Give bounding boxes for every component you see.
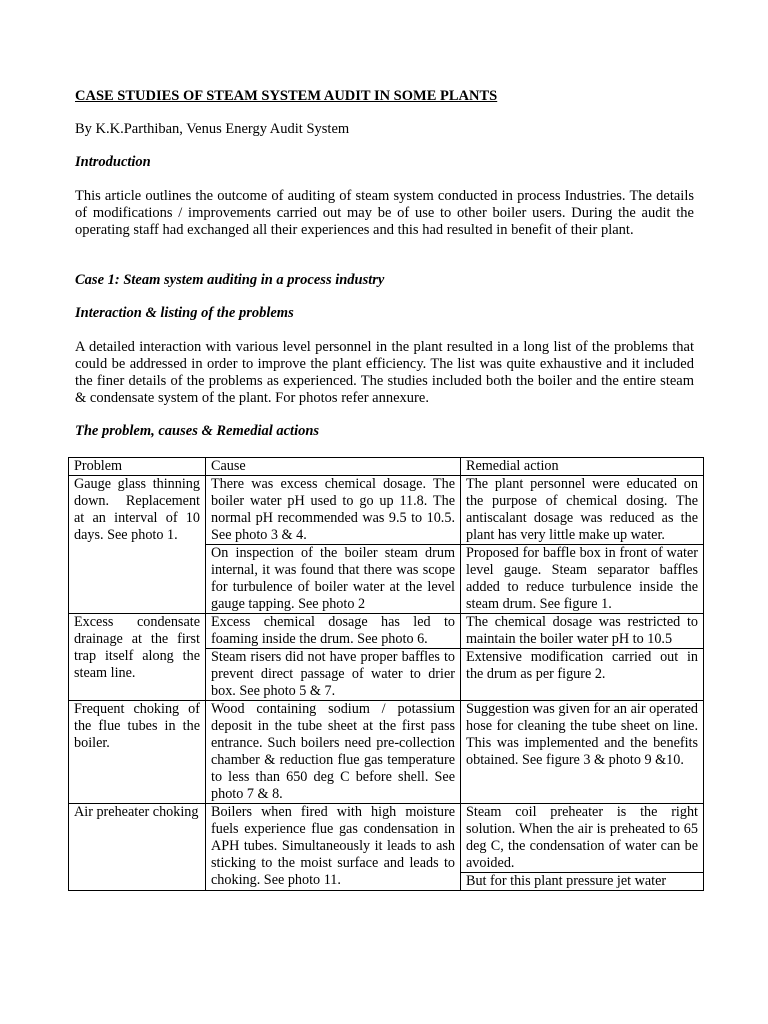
problem-cell: Gauge glass thinning down. Replacement at an interval of 10 days. See photo 1. bbox=[69, 476, 206, 614]
remedy-cell: The chemical dosage was restricted to maintain the boiler water pH to 10.5 bbox=[461, 614, 704, 649]
remedy-cell: Proposed for baffle box in front of water level gauge. Steam separator baffles added to reduce turbulence inside the steam drum. See figure 1. bbox=[461, 545, 704, 614]
table-row bbox=[69, 614, 704, 649]
remedy-cell: Suggestion was given for an air operated hose for cleaning the tube sheet on line. This was implemented and the benefits obtained. See figure 3 & photo 9 &10. bbox=[461, 701, 704, 804]
remedy-cell: Steam coil preheater is the right solution. When the air is preheated to 65 deg C, the condensation of water can be avoided. bbox=[461, 804, 704, 873]
document-title: CASE STUDIES OF STEAM SYSTEM AUDIT IN SOME PLANTS bbox=[75, 88, 498, 104]
problem-cell: Air preheater choking bbox=[69, 804, 206, 891]
table-row bbox=[69, 804, 704, 873]
remedy-cell: Extensive modification carried out in the drum as per figure 2. bbox=[461, 649, 704, 701]
introduction-heading: Introduction bbox=[75, 154, 151, 170]
problem-cause-remedy-table bbox=[68, 457, 704, 891]
introduction-paragraph: This article outlines the outcome of auditing of steam system conducted in process Industries. The details of modifications / improvements carried out may be of use to other boiler users. During the audit the operating staff had exchanged all their experiences and this had resulted in benefit of their plant. bbox=[75, 188, 694, 238]
problem-cell: Frequent choking of the flue tubes in the boiler. bbox=[69, 701, 206, 804]
table-row bbox=[69, 476, 704, 545]
interaction-heading: Interaction & listing of the problems bbox=[75, 305, 294, 321]
header-problem: Problem bbox=[69, 458, 206, 476]
cause-cell: Excess chemical dosage has led to foaming inside the drum. See photo 6. bbox=[206, 614, 461, 649]
cause-cell: There was excess chemical dosage. The boiler water pH used to go up 11.8. The normal pH recommended was 9.5 to 10.5. See photo 3 & 4. bbox=[206, 476, 461, 545]
table-header-row bbox=[69, 458, 704, 476]
cause-cell: Boilers when fired with high moisture fuels experience flue gas condensation in APH tubes. Simultaneously it leads to ash sticking to the moist surface and leads to choking. See photo 11. bbox=[206, 804, 461, 891]
table-heading: The problem, causes & Remedial actions bbox=[75, 423, 320, 439]
cause-cell: Steam risers did not have proper baffles to prevent direct passage of water to drier box. See photo 5 & 7. bbox=[206, 649, 461, 701]
cause-cell: Wood containing sodium / potassium deposit in the tube sheet at the first pass entrance. Such boilers need pre-collection chamber & reduction flue gas temperature to less than 650 deg C before shell. See photo 7 & 8. bbox=[206, 701, 461, 804]
table-row bbox=[69, 701, 704, 804]
header-cause: Cause bbox=[206, 458, 461, 476]
author-byline: By K.K.Parthiban, Venus Energy Audit System bbox=[75, 121, 350, 137]
remedy-cell: But for this plant pressure jet water bbox=[461, 873, 704, 891]
problem-cell: Excess condensate drainage at the first trap itself along the steam line. bbox=[69, 614, 206, 701]
remedy-cell: The plant personnel were educated on the purpose of chemical dosing. The antiscalant dosage was reduced as the plant has very little make up water. bbox=[461, 476, 704, 545]
cause-cell: On inspection of the boiler steam drum internal, it was found that there was scope for turbulence of boiler water at the level gauge tapping. See photo 2 bbox=[206, 545, 461, 614]
header-remedial-action: Remedial action bbox=[461, 458, 704, 476]
interaction-paragraph: A detailed interaction with various level personnel in the plant resulted in a long list of the problems that could be addressed in order to improve the plant efficiency. The list was quite exhaustive and it included the finer details of the problems as experienced. The studies included both the boiler and the entire steam & condensate system of the plant. For photos refer annexure. bbox=[75, 339, 694, 406]
case1-heading: Case 1: Steam system auditing in a process industry bbox=[75, 272, 385, 288]
